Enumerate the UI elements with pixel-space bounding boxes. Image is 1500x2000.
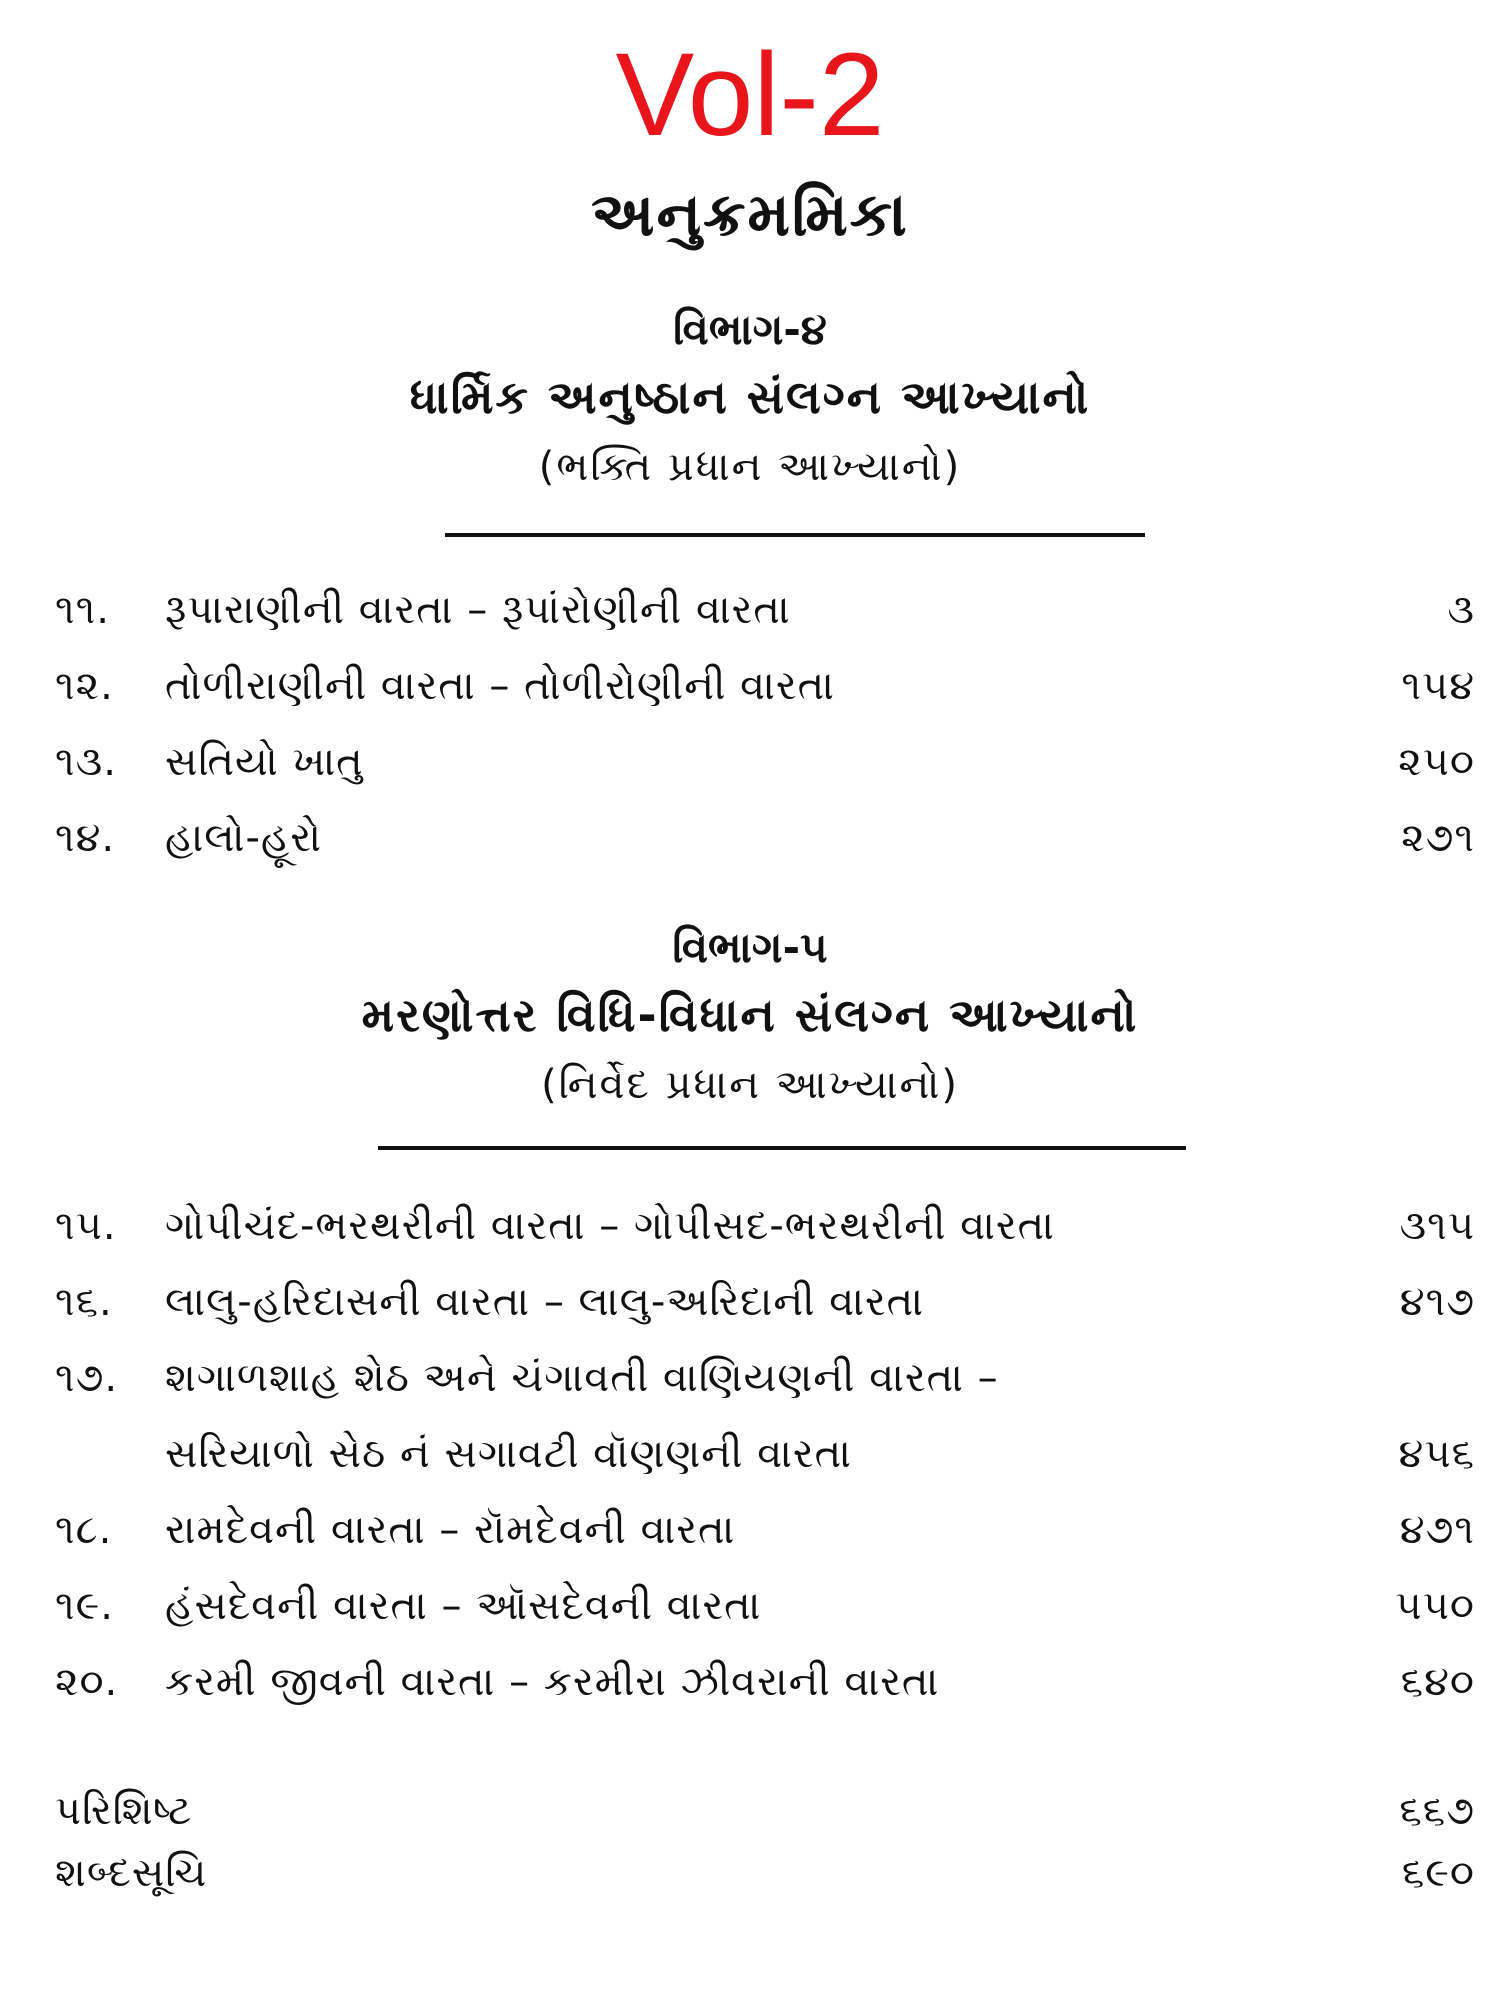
toc-entry-page: ૧૫૪ <box>1401 663 1475 709</box>
volume-label: Vol-2 <box>615 29 885 161</box>
toc-entry-page: ૪૭૧ <box>1399 1507 1475 1553</box>
toc-entry[interactable] <box>55 1340 1475 1492</box>
toc-entry-number: ૧૮. <box>55 1507 113 1553</box>
appendix-label: પરિશિષ્ટ <box>55 1788 193 1834</box>
toc-entry[interactable] <box>55 1644 1475 1720</box>
appendix-entry[interactable] <box>55 1780 1475 1842</box>
toc-entry-number: ૨૦. <box>55 1659 119 1705</box>
toc-entry-number: ૧૧. <box>55 587 110 633</box>
toc-entry-title: હાલો-હૂરો <box>165 815 323 861</box>
toc-entry[interactable] <box>55 800 1475 876</box>
toc-entry-number: ૧૯. <box>55 1583 114 1629</box>
section-header-5 <box>0 918 1500 1118</box>
section-name: વિભાગ-૪ <box>673 305 827 354</box>
toc-entry-page: ૩ <box>1447 587 1475 633</box>
appendix-label: શબ્દસૂચિ <box>55 1850 208 1896</box>
toc-entry-number: ૧૭. <box>55 1355 119 1401</box>
toc-entry[interactable] <box>55 724 1475 800</box>
section-header-4 <box>0 300 1500 500</box>
toc-entry-page: ૨૭૧ <box>1401 815 1475 861</box>
section-name: વિભાગ-૫ <box>672 923 828 972</box>
toc-entry-title: હંસદેવની વારતા – ઑસદેવની વારતા <box>165 1583 762 1629</box>
toc-entry-title: તોળીરાણીની વારતા – તોળીરોણીની વારતા <box>165 663 835 709</box>
appendix-list <box>55 1780 1475 1904</box>
toc-entry-title: રામદેવની વારતા – રૉમદેવની વારતા <box>165 1507 736 1553</box>
toc-list-section-4 <box>55 572 1475 876</box>
section-divider <box>445 533 1145 537</box>
toc-entry[interactable] <box>55 1568 1475 1644</box>
toc-list-section-5 <box>55 1188 1475 1720</box>
section-divider <box>378 1146 1186 1150</box>
section-title: મરણોત્તર વિધિ-વિધાન સંલગ્ન આખ્યાનો <box>361 988 1139 1042</box>
toc-entry-page: ૨૫૦ <box>1398 739 1475 785</box>
toc-entry[interactable] <box>55 1264 1475 1340</box>
toc-entry-number: ૧૪. <box>55 815 116 861</box>
toc-entry-number: ૧૩. <box>55 739 117 785</box>
appendix-entry[interactable] <box>55 1842 1475 1904</box>
toc-entry[interactable] <box>55 1188 1475 1264</box>
toc-entry-page: ૪૫૬ <box>1398 1431 1475 1477</box>
toc-entry-page: ૪૧૭ <box>1399 1279 1475 1325</box>
toc-entry-number: ૧૬. <box>55 1279 113 1325</box>
appendix-page: ૬૯૦ <box>1401 1850 1475 1896</box>
toc-entry[interactable] <box>55 572 1475 648</box>
toc-entry-title: શગાળશાહ શેઠ અને ચંગાવતી વાણિયણની વારતા – સરિયાળો સેઠ નં સગાવટી વૉણણની વારતા <box>165 1355 999 1477</box>
toc-entry-number: ૧૫. <box>55 1203 117 1249</box>
toc-entry-number: ૧૨. <box>55 663 114 709</box>
toc-entry-page: ૫૫૦ <box>1395 1583 1475 1629</box>
section-title: ધાર્મિક અનુષ્ઠાન સંલગ્ન આખ્યાનો <box>409 370 1091 424</box>
toc-entry[interactable] <box>55 648 1475 724</box>
appendix-page: ૬૬૭ <box>1399 1788 1475 1834</box>
section-subtitle: (નિર્વેદ પ્રધાન આખ્યાનો) <box>541 1062 959 1108</box>
page-title: અનુક્રમમિકા <box>591 180 909 250</box>
toc-entry-title: ગોપીચંદ-ભરથરીની વારતા – ગોપીસદ-ભરથરીની વારતા <box>165 1203 1055 1249</box>
toc-entry-page: ૬૪૦ <box>1400 1659 1475 1705</box>
toc-entry-title: લાલુ-હરિદાસની વારતા – લાલુ-અરિદાની વારતા <box>165 1279 925 1325</box>
section-subtitle: (ભક્તિ પ્રધાન આખ્યાનો) <box>538 444 962 490</box>
toc-entry[interactable] <box>55 1492 1475 1568</box>
toc-entry-title: સતિયો ખાતુ <box>165 739 364 785</box>
toc-entry-page: ૩૧૫ <box>1399 1203 1475 1249</box>
toc-entry-title: રૂપારાણીની વારતા – રૂપાંરોણીની વારતા <box>165 587 791 633</box>
toc-entry-title: કરમી જીવની વારતા – કરમીરા ઝીવરાની વારતા <box>165 1659 940 1705</box>
